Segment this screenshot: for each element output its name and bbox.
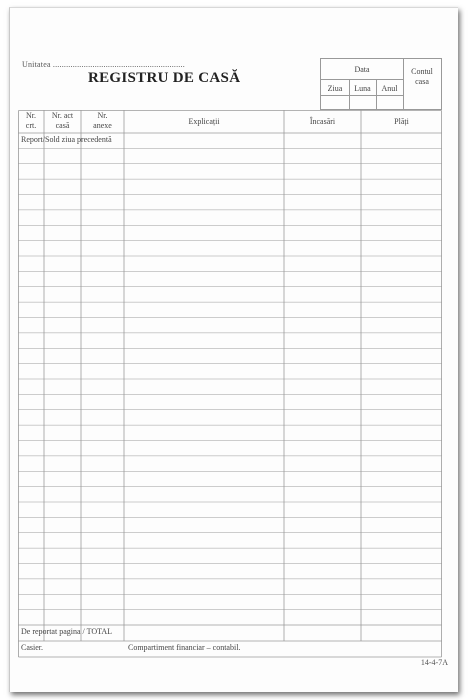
col-anexe: [81, 111, 124, 131]
col-explicatii: Explicații: [188, 117, 220, 126]
divider: [321, 95, 403, 96]
finance-label: Compartiment financiar – contabil.: [128, 643, 241, 652]
col-plati: Plăți: [394, 117, 409, 126]
form-code: 14-4-7A: [420, 658, 448, 667]
col-incasari: Încasări: [309, 117, 336, 126]
divider: [403, 59, 404, 109]
date-label: Data: [354, 65, 370, 74]
date-account-box: [320, 58, 442, 110]
cashier-label: Casier.: [21, 643, 43, 652]
col-anexe-line2: anexe: [93, 121, 112, 130]
col-anexe-line1: Nr.: [97, 111, 108, 120]
col-nr-crt-line1: Nr.: [26, 111, 36, 120]
document-title: REGISTRU DE CASĂ: [88, 70, 241, 86]
divider: [321, 79, 403, 80]
col-nr-crt: [18, 111, 44, 131]
register-grid: [18, 110, 442, 658]
divider: [376, 79, 377, 109]
account-label-line1: Contul: [411, 67, 433, 76]
month-label: Luna: [354, 84, 371, 93]
divider: [349, 79, 350, 109]
col-act-casa: [44, 111, 81, 131]
account-label-line2: casa: [415, 77, 429, 86]
day-label: Ziua: [327, 84, 343, 93]
unit-label: Unitatea ............................................................: [22, 60, 185, 69]
col-act-line1: Nr. act: [51, 111, 74, 120]
col-act-line2: casă: [55, 121, 70, 130]
col-nr-crt-line2: crt.: [25, 121, 37, 130]
first-row-text: Report/Sold ziua precedentă: [21, 135, 112, 144]
account-label: [403, 67, 441, 87]
total-row-text: De reportat pagina / TOTAL: [21, 627, 113, 636]
year-label: Anul: [381, 84, 398, 93]
